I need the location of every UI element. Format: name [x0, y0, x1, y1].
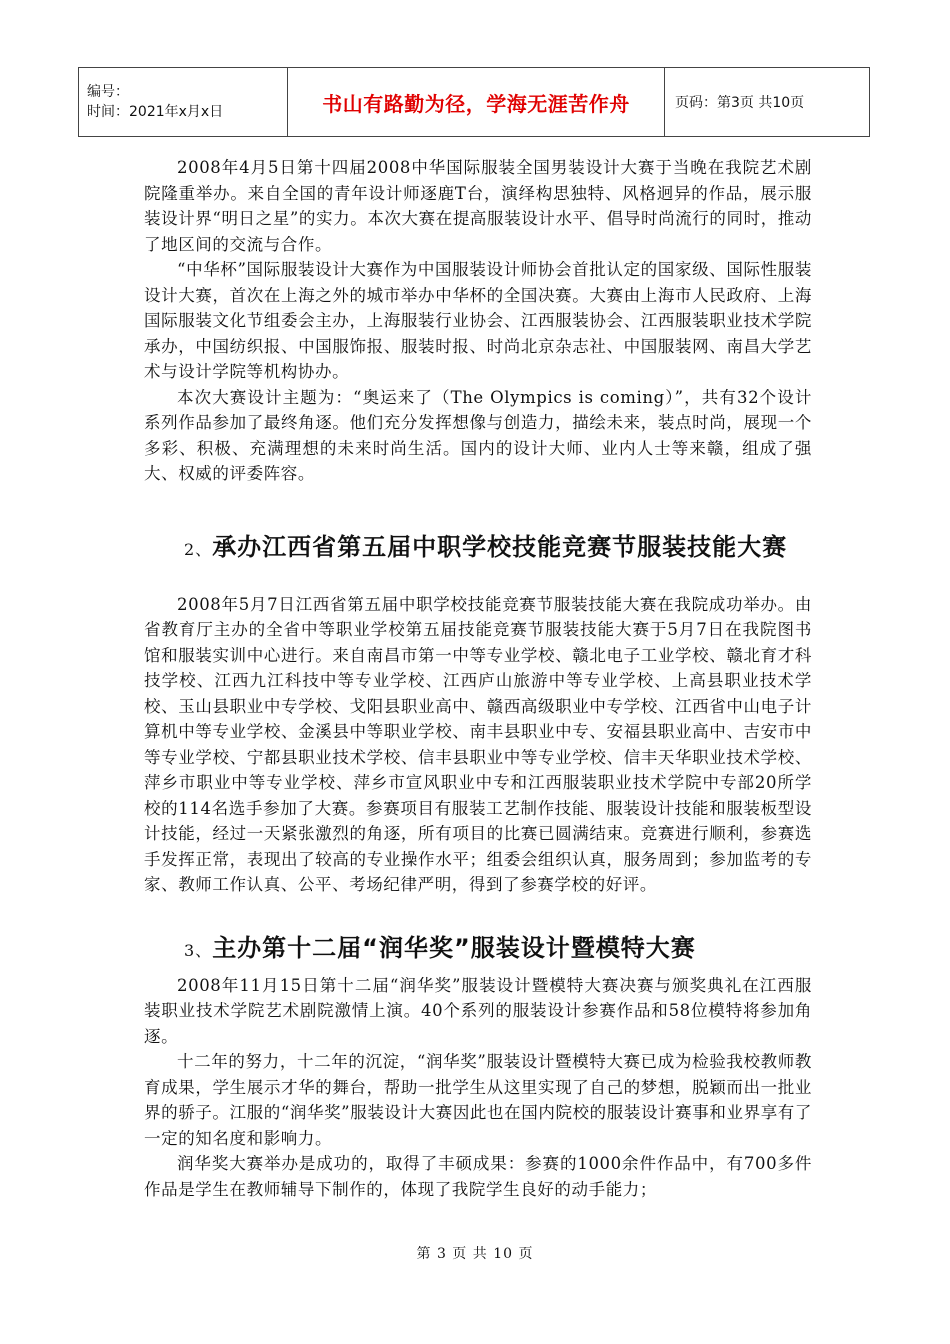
header-motto: 书山有路勤为径，学海无涯苦作舟: [288, 68, 665, 137]
section-number: 2、: [184, 539, 213, 559]
document-body: [144, 155, 812, 1202]
paragraph: 2008年4月5日第十四届2008中华国际服装全国男装设计大赛于当晚在我院艺术剧院隆重举办。来自全国的青年设计师逐鹿T台，演绎构思独特、风格迥异的作品，展示服装设计界“明日之星”的实力。本次大赛在提高服装设计水平、倡导时尚流行的同时，推动了地区间的交流与合作。: [144, 158, 812, 254]
header-page-label: 页码：第3页 共10页: [665, 68, 870, 137]
page-footer: 第 3 页 共 10 页: [416, 1246, 534, 1262]
paragraph: 十二年的努力，十二年的沉淀，“润华奖”服装设计暨模特大赛已成为检验我校教师教育成果，学生展示才华的舞台，帮助一批学生从这里实现了自己的梦想，脱颖而出一批业界的骄子。江服的“润华奖”服装设计大赛因此也在国内院校的服装设计赛事和业界享有了一定的知名度和影响力。: [144, 1052, 812, 1148]
paragraph: “中华杯”国际服装设计大赛作为中国服装设计师协会首批认定的国家级、国际性服装设计大赛，首次在上海之外的城市举办中华杯的全国决赛。大赛由上海市人民政府、上海国际服装文化节组委会主办，上海服装行业协会、江西服装协会、江西服装职业技术学院承办，中国纺织报、中国服饰报、服装时报、时尚北京杂志社、中国服装网、南昌大学艺术与设计学院等机构协办。: [144, 260, 812, 381]
time-label: 时间：2021年x月x日: [87, 104, 224, 120]
section-title: 主办第十二届“润华奖”服装设计暨模特大赛: [212, 933, 696, 962]
header-meta: [79, 68, 288, 137]
paragraph: 2008年5月7日江西省第五届中职学校技能竞赛节服装技能大赛在我院成功举办。由省教育厅主办的全省中等职业学校第五届技能竞赛节服装技能大赛于5月7日在我院图书馆和服装实训中心进行。来自南昌市第一中等专业学校、赣北电子工业学校、赣北育才科技学校、江西九江科技中等专业学校、江西庐山旅游中等专业学校、上高县职业技术学校、玉山县职业中专学校、戈阳县职业高中、赣西高级职业中专学校、江西省中山电子计算机中等专业学校、金溪县中等职业学校、南丰县职业中专、安福县职业高中、吉安市中等专业学校、宁都县职业技术学校、信丰县职业中等专业学校、信丰天华职业技术学校、萍乡市职业中等专业学校、萍乡市宣风职业中专和江西服装职业技术学院中专部20所学校的114名选手参加了大赛。参赛项目有服装工艺制作技能、服装设计技能和服装板型设计技能，经过一天紧张激烈的角逐，所有项目的比赛已圆满结束。竞赛进行顺利，参赛选手发挥正常，表现出了较高的专业操作水平；组委会组织认真，服务周到；参加监考的专家、教师工作认真、公平、考场纪律严明，得到了参赛学校的好评。: [144, 594, 812, 894]
section-number: 3、: [184, 940, 213, 960]
section-title: 承办江西省第五届中职学校技能竞赛节服装技能大赛: [212, 532, 788, 561]
code-label: 编号：: [87, 84, 129, 100]
section-heading-3: [184, 928, 812, 963]
paragraph: 2008年11月15日第十二届“润华奖”服装设计暨模特大赛决赛与颁奖典礼在江西服装职业技术学院艺术剧院激情上演。40个系列的服装设计参赛作品和58位模特将参加角逐。: [144, 975, 812, 1046]
page-header: [78, 67, 870, 137]
paragraph: 润华奖大赛举办是成功的，取得了丰硕成果：参赛的1000余件作品中，有700多件作品是学生在教师辅导下制作的，体现了我院学生良好的动手能力；: [144, 1154, 812, 1199]
section-heading-2: [184, 527, 812, 562]
paragraph: 本次大赛设计主题为：“奥运来了（The Olympics is coming）”，共有32个设计系列作品参加了最终角逐。他们充分发挥想像与创造力，描绘未来，装点时尚，展现一个多彩、积极、充满理想的未来时尚生活。国内的设计大师、业内人士等来赣，组成了强大、权威的评委阵容。: [144, 387, 812, 483]
